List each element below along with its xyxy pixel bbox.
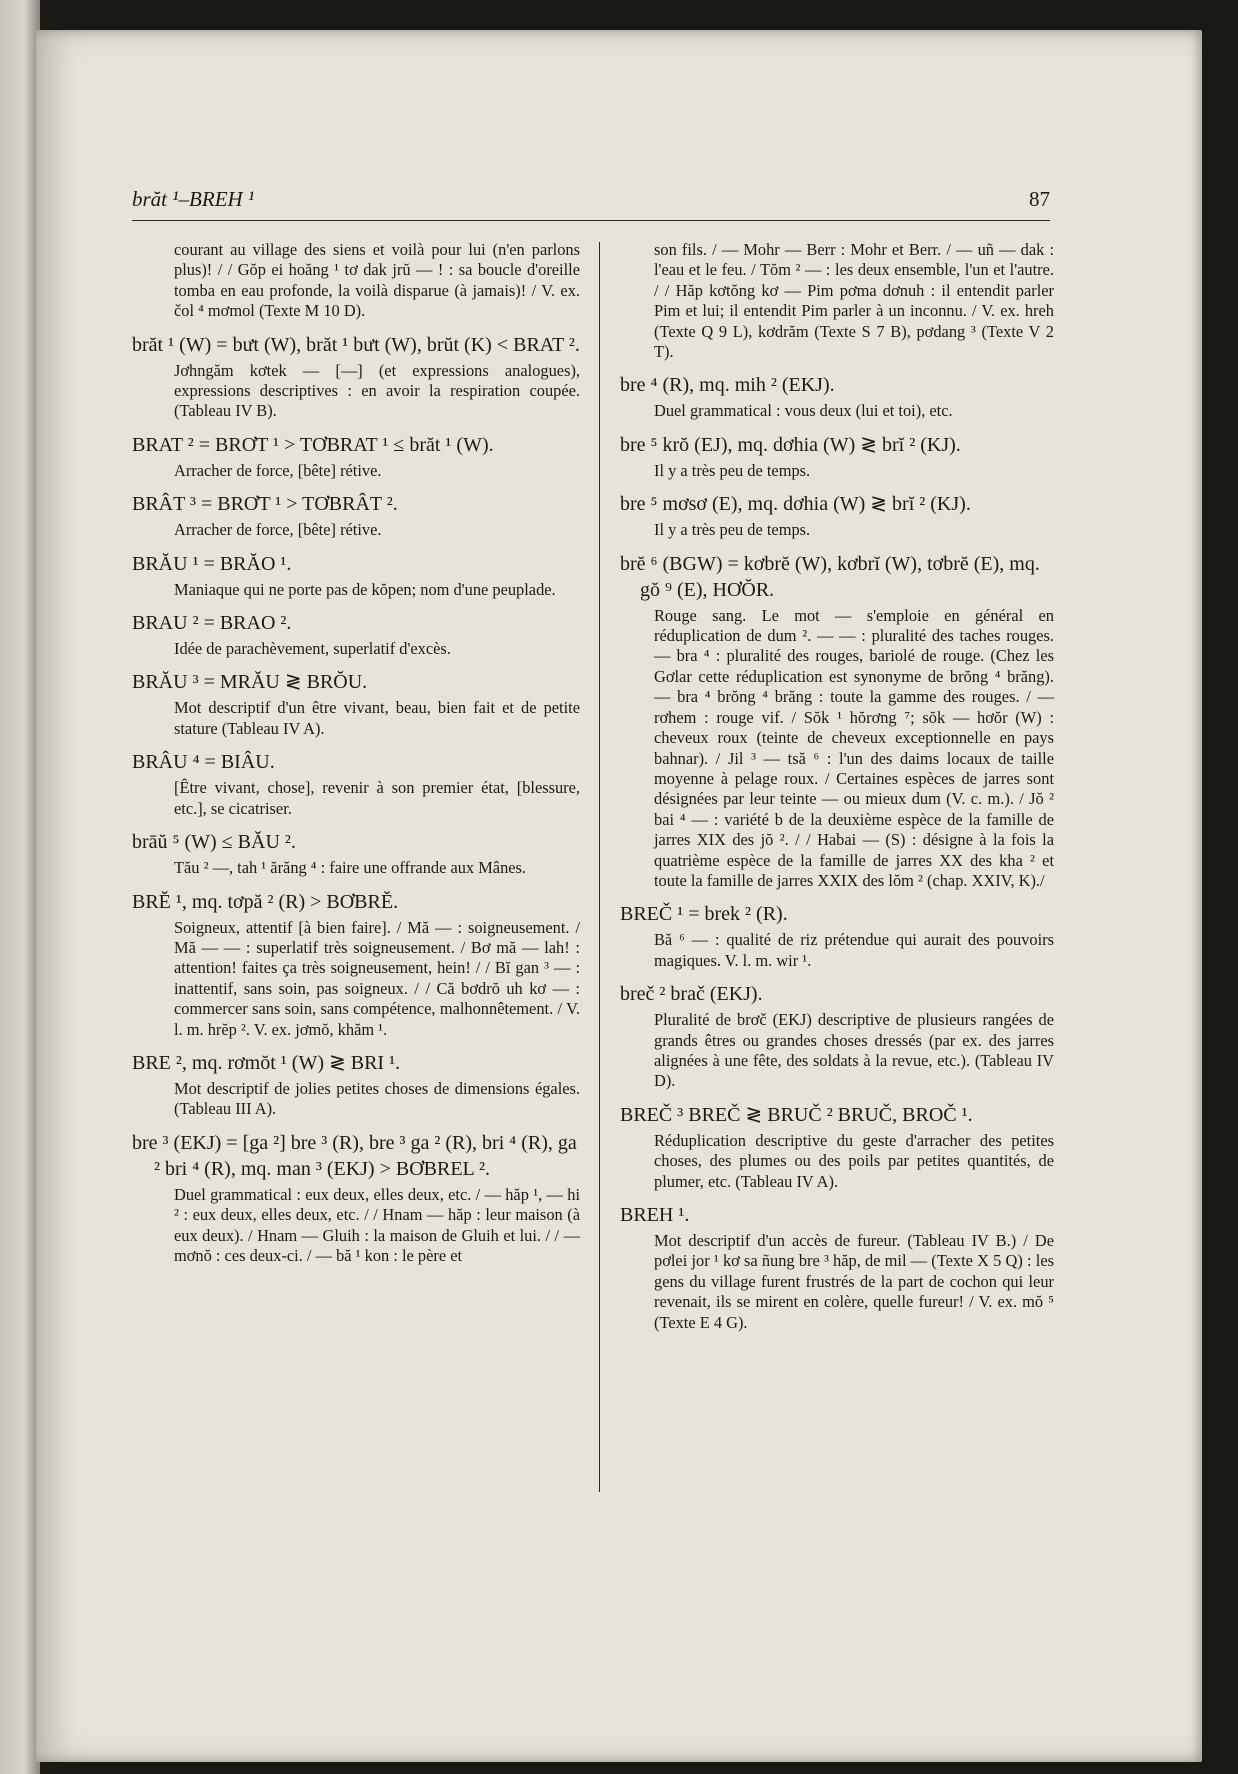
entry-definition: Rouge sang. Le mot — s'emploie en général en réduplication de dum ². — — : pluralité des taches rouges. — bra ⁴ : pluralité des rouges, bariolé de rouge. (Chez les Gơlar cette réduplication est synonyme de brŏng ⁴ brăng). — bra ⁴ brŏng ⁴ brăng : toute la gamme des rouges. / — rơhem : rouge vif. / Sŏk ¹ hŏrơng ⁷; sŏk — hơŏr (W) : cheveux roux (teinte de cheveux exceptionnelle en pays bahnar). / Jil ³ — tsă ⁶ : l'un des daims locaux de taille moyenne à pelage roux. / Certaines espèces de jarres sont désignées par leur teinte — ou mieux dum (V. c. m.). / Jŏ ² bai ⁴ — : variété b de la deuxième espèce de la famille de jarres XIX des jŏ ². / / Habai — (S) : désigne à la fois la quatrième espèce de la famille de jarres XX des kha ² et toute la famille de jarres XXIX des lŏm ² (chap. XXIV, K)./ bbox=[654, 605, 1054, 890]
page-header bbox=[132, 184, 1050, 221]
entry-headword: BRE ², mq. rơmŏt ¹ (W) ≷ BRI ¹. bbox=[132, 1051, 401, 1074]
entry-definition: Idée de parachèvement, superlatif d'excès. bbox=[174, 639, 451, 659]
entry-headword: BRAT ² = BRƠT ¹ > TƠBRAT ¹ ≤ brăt ¹ (W). bbox=[132, 433, 494, 456]
entry-headword: BRĂU ¹ = BRĂO ¹. bbox=[132, 552, 292, 575]
dictionary-entry bbox=[132, 749, 580, 819]
page-number: 87 bbox=[1029, 187, 1050, 211]
entry-headword: brĕ ⁶ (BGW) = kơbrĕ (W), kơbrĭ (W), tơbrĕ (E), mq. gŏ ⁹ (E), HƠŎR. bbox=[620, 552, 1040, 601]
dictionary-entry bbox=[132, 432, 580, 481]
dictionary-entry bbox=[620, 551, 1054, 892]
continuation-text: son fils. / — Mohr — Berr : Mohr et Berr. / — uñ — dak : l'eau et le feu. / Tŏm ² — : les deux ensemble, l'un et l'autre. / / Hăp kơtŏng kơ — Pim pơma dơnuh : il entendit parler Pim et lui; il entendit Pim parler à un inconnu. / V. ex. hreh (Texte Q 9 L), kơdrăm (Texte S 7 B), pơdang ³ (Texte V 2 T). bbox=[654, 240, 1054, 362]
entry-definition: Bă ⁶ — : qualité de riz prétendue qui aurait des pouvoirs magiques. V. l. m. wir ¹. bbox=[654, 930, 1054, 970]
dictionary-entry bbox=[132, 332, 580, 422]
entry-headword: BRĂU ³ = MRĂU ≷ BRŎU. bbox=[132, 671, 368, 694]
continuation-text: courant au village des siens et voilà pour lui (n'en parlons plus)! / / Gŏp ei hoăng ¹ tơ dak jrŭ — ! : sa boucle d'oreille tomba en eau profonde, la voilà disparue (à jamais)! / V. ex. čol ⁴ mơmol (Texte M 10 D). bbox=[174, 240, 580, 321]
entry-headword: BREČ ¹ = brek ² (R). bbox=[620, 903, 788, 926]
dictionary-entry bbox=[132, 1050, 580, 1120]
entry-headword: BRÂU ⁴ = BIÂU. bbox=[132, 751, 275, 774]
dictionary-entry bbox=[620, 491, 1054, 540]
entry-headword: BREČ ³ BREČ ≷ BRUČ ² BRUČ, BROČ ¹. bbox=[620, 1103, 973, 1126]
entry-definition: Mot descriptif d'un accès de fureur. (Tableau IV B.) / De pơlei jor ¹ kơ sa ñung bre ³ hăp, de mil — (Texte X 5 Q) : les gens du village furent frustrés de la part de cochon qui leur revenait, ils se mirent en colère, quelle fureur! / V. ex. mŏ ⁵ (Texte E 4 G). bbox=[654, 1231, 1054, 1332]
dictionary-entry bbox=[132, 610, 580, 659]
entry-headword: BRAU ² = BRAO ². bbox=[132, 612, 292, 635]
entry-definition: Tău ² —, tah ¹ ărăng ⁴ : faire une offrande aux Mânes. bbox=[174, 858, 527, 878]
entry-definition: Il y a très peu de temps. bbox=[654, 460, 811, 480]
entry-definition: Mot descriptif d'un être vivant, beau, bien fait et de petite stature (Tableau IV A). bbox=[174, 698, 580, 738]
dictionary-entry bbox=[132, 669, 580, 739]
entry-definition: Arracher de force, [bête] rétive. bbox=[174, 460, 382, 480]
entry-definition: Duel grammatical : eux deux, elles deux, etc. / — hăp ¹, — hi ² : eux deux, elles deux, etc. / / Hnam — hăp : leur maison (à eux deux). / Hnam — Gluih : la maison de Gluih et lui. / / — mơnŏ : ces deux-ci. / — bă ¹ kon : le père et bbox=[174, 1184, 580, 1265]
entry-definition: Soigneux, attentif [à bien faire]. / Mă — : soigneusement. / Mă — — : superlatif très soigneusement. / Bơ mă — lah! : attention! faites ça très soigneusement, hein! / / Bĭ gan ³ — : inattentif, sans soin, pas soigneux. / / Că bơdrŏ uh kơ — : commercer sans soin, sans compétence, malhonnêtement. / V. l. m. hrĕp ². V. ex. jơmŏ, khăm ¹. bbox=[174, 917, 580, 1039]
dictionary-entry bbox=[620, 1102, 1054, 1192]
right-column bbox=[620, 240, 1054, 1343]
entry-headword: BRĔ ¹, mq. tơpă ² (R) > BƠBRĔ. bbox=[132, 890, 399, 913]
entry-headword: bre ⁵ mơsơ (E), mq. dơhia (W) ≷ brĭ ² (KJ). bbox=[620, 493, 971, 516]
entry-headword: bre ⁵ krŏ (EJ), mq. dơhia (W) ≷ brĭ ² (KJ). bbox=[620, 433, 961, 456]
adjacent-page-edge bbox=[0, 0, 40, 1774]
dictionary-entry bbox=[620, 372, 1054, 421]
entry-headword: bre ³ (EKJ) = [ga ²] bre ³ (R), bre ³ ga ² (R), bri ⁴ (R), ga ² bri ⁴ (R), mq. man ³ (EKJ) > BƠBREL ². bbox=[132, 1131, 577, 1180]
entry-headword: bre ⁴ (R), mq. mih ² (EKJ). bbox=[620, 374, 835, 397]
entry-definition: Il y a très peu de temps. bbox=[654, 520, 811, 540]
entry-definition: [Être vivant, chose], revenir à son premier état, [blessure, etc.], se cicatriser. bbox=[174, 778, 580, 818]
entry-definition: Mot descriptif de jolies petites choses de dimensions égales. (Tableau III A). bbox=[174, 1078, 580, 1119]
column-divider bbox=[599, 242, 600, 1492]
dictionary-entry bbox=[132, 1130, 580, 1267]
entry-definition: Duel grammatical : vous deux (lui et toi), etc. bbox=[654, 401, 953, 421]
dictionary-entry bbox=[620, 901, 1054, 971]
entry-headword: BRÂT ³ = BRƠT ¹ > TƠBRÂT ². bbox=[132, 493, 398, 516]
entry-definition: Réduplication descriptive du geste d'arracher des petites choses, des plumes ou des poils par petites quantités, de plumer, etc. (Tableau IV A). bbox=[654, 1130, 1054, 1191]
entry-headword: brăt ¹ (W) = bưt (W), brăt ¹ bưt (W), brŭt (K) < BRAT ². bbox=[132, 333, 580, 356]
entry-headword: BREH ¹. bbox=[620, 1204, 690, 1226]
entry-definition: Arracher de force, [bête] rétive. bbox=[174, 520, 382, 540]
dictionary-entry bbox=[620, 432, 1054, 481]
dictionary-entry bbox=[620, 981, 1054, 1092]
running-title: brăt ¹–BREH ¹ bbox=[132, 187, 255, 211]
entry-definition: Maniaque qui ne porte pas de kŏpen; nom d'une peuplade. bbox=[174, 579, 556, 599]
dictionary-entry bbox=[620, 1202, 1054, 1333]
dictionary-entry bbox=[132, 889, 580, 1040]
entry-headword: brāŭ ⁵ (W) ≤ BĂU ². bbox=[132, 831, 296, 854]
entry-definition: Pluralité de brơč (EKJ) descriptive de plusieurs rangées de grands êtres ou grandes choses dressés (par ex. des jarres alignées à une fête, des soldats à la revue, etc.). (Tableau IV D). bbox=[654, 1010, 1054, 1091]
dictionary-entry bbox=[132, 491, 580, 540]
left-column bbox=[132, 240, 580, 1276]
dictionary-entry bbox=[132, 829, 580, 878]
entry-headword: breč ² brač (EKJ). bbox=[620, 983, 763, 1006]
entry-definition: Jơhngăm kơtek — [—] (et expressions analogues), expressions descriptives : en avoir la respiration coupée. (Tableau IV B). bbox=[174, 360, 580, 421]
dictionary-entry bbox=[132, 551, 580, 600]
